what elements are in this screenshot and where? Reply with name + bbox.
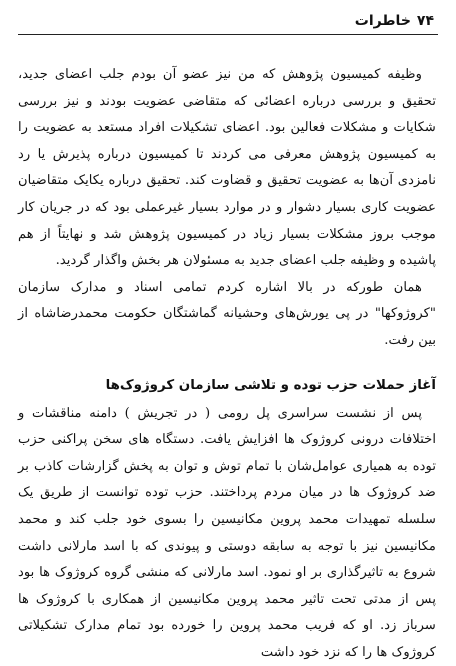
- header-rule: [18, 34, 438, 35]
- paragraph-documents-lost: همان طورکه در بالا اشاره کردم تمامی اسناد و مدارک سازمان "کروژوکها" در پی یورش‌های وحشیانه گماشتگان حکومت محمدرضاشاه از بین رفت.: [18, 279, 436, 348]
- running-head: [22, 10, 434, 32]
- paragraph-commission-duties: وظیفه کمیسیون پژوهش که من نیز عضو آن بودم جلب اعضای جدید، تحقیق و بررسی درباره اعضائی که متقاضی عضویت بودند و نیز بررسی شکایات و مشکلات فعالین بود. اعضای تشکیلات افراد مستعد به عضویت را به کمیسیون پژوهش معرفی می کردند تا کمیسیون درباره پذیرش یا رد نامزدی آن‌ها به عضویت تحقیق و قضاوت کند. تحقیق درباره یکایک متقاضیان عضویت کاری بسیار دشوار و در موارد بسیار غیرعملی بود که در جریان کار موجب بروز مشکلات بسیار زیاد در کمیسیون پژوهش شد و نهایتاً از هم پاشیده و وظیفه جلب اعضای جدید به مسئولان هر بخش واگذار گردید.: [18, 67, 436, 269]
- paragraph-tudeh-attacks: پس از نشست سراسری پل رومی ( در تجریش ) دامنه مناقشات و اختلافات درونی کروژوک ها افزایش یافت. دستگاه های سخن پراکنی حزب توده به همیاری عوامل‌شان با تمام توش و توان به پخش گزارشات کاذب بر ضد کروژوک ها در میان مردم پرداختند. حزب توده توانست از طریق یک سلسله تمهیدات محمد پروین مکانیسین را بسوی خود جلب کند و محمد مکانیسین نیز با توجه به سابقه دوستی و پیوندی که با اسد مارلانی داشت شروع به تاثیرگذاری بر او نمود. اسد مارلانی که منشی گروه کروژوک ها بود پس از مدتی تحت تاثیر محمد پروین مکانیسین از همکاری با کروژوک ها سرباز زد. او که فریب محمد پروین را خورده بود تمام مدارک تشکیلاتی کروژوک ها را که نزد خود داشت: [18, 405, 436, 660]
- page-number: ۷۴: [416, 13, 434, 29]
- body-text: [18, 62, 436, 666]
- running-title: خاطرات: [354, 13, 411, 29]
- section-heading: آغاز حملات حزب توده و تلاشی سازمان کروژوک‌ها: [105, 377, 436, 393]
